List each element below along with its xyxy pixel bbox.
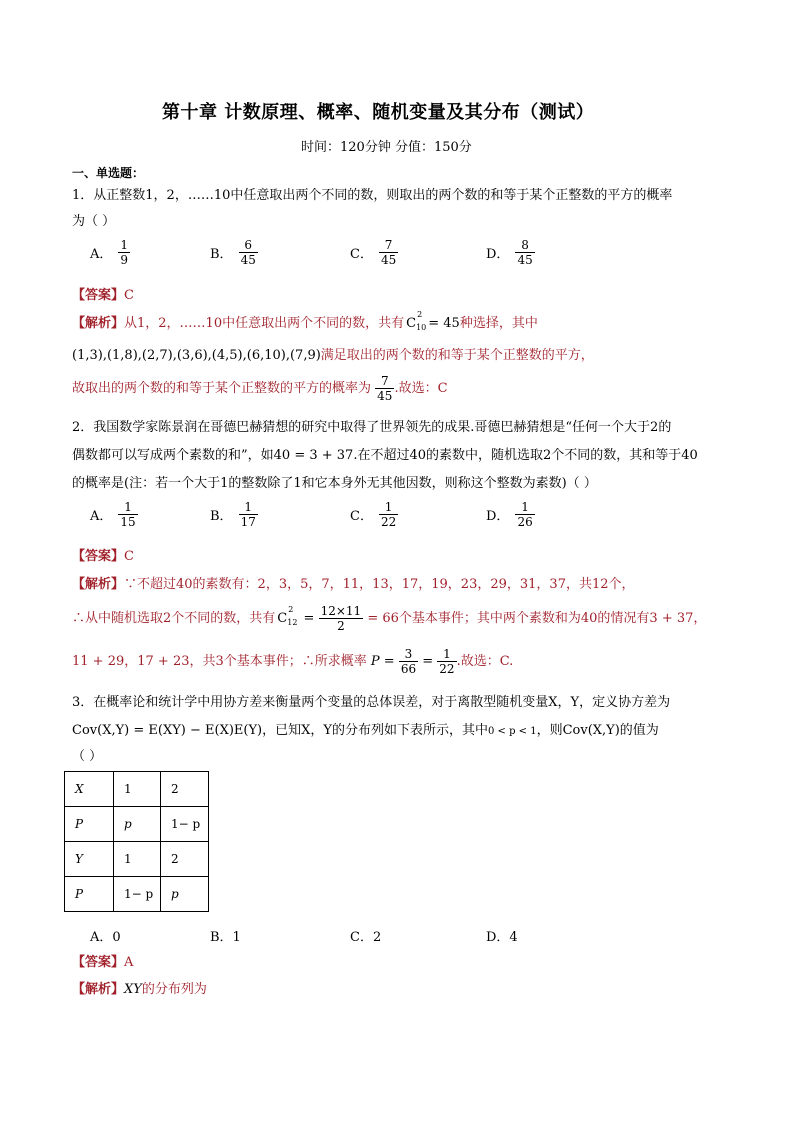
frac-den: 45 xyxy=(380,253,397,267)
combination-symbol xyxy=(406,310,427,332)
analysis-text: 从1，2，……10中任意取出两个不同的数，共有 xyxy=(124,316,405,331)
p-range: 0 < p < 1 xyxy=(487,726,537,737)
q1-analysis-line2 xyxy=(72,344,594,363)
frac-den: 9 xyxy=(120,253,129,267)
table-cell: P xyxy=(65,807,114,842)
q2-option-b xyxy=(210,500,258,529)
option-label: B． xyxy=(210,509,233,524)
option-fraction xyxy=(379,238,398,267)
q2-answer xyxy=(72,545,134,564)
frac-den: 66 xyxy=(400,662,417,676)
option-fraction xyxy=(239,500,258,529)
stem-text: Cov(X,Y) = E(XY) − E(X)E(Y)，已知X，Y的分布列如下表所示，其中 xyxy=(72,723,488,738)
option-label: D． xyxy=(486,509,510,524)
analysis-text: 种选择，其中 xyxy=(459,316,538,331)
table-cell: 2 xyxy=(161,842,209,877)
equals-sign: = xyxy=(379,654,399,669)
q3-stem-line3: （ ） xyxy=(72,749,103,764)
frac-den: 26 xyxy=(517,515,533,529)
table-cell: P xyxy=(65,877,114,912)
frac-num: 3 xyxy=(399,647,418,662)
q1-option-b xyxy=(210,238,258,267)
analysis-text: ∵不超过40的素数有：2，3，5，7，11，13，17，19，23，29，31，37，共12个， xyxy=(124,577,635,592)
combination-fraction xyxy=(319,604,364,633)
distribution-table xyxy=(64,771,209,912)
comb-value: = 45 xyxy=(428,316,460,331)
option-label: A． xyxy=(90,247,113,262)
q1-option-a xyxy=(90,238,130,267)
analysis-text: = 66个基本事件；其中两个素数和为40的情况有3 + 37， xyxy=(363,611,707,626)
pairs-math: (1,3),(1,8),(2,7),(3,6),(4,5),(6,10),(7,9) xyxy=(72,348,321,363)
analysis-text: 11 + 29，17 + 23，共3个基本事件；∴所求概率 xyxy=(72,654,367,669)
q3-analysis-line1 xyxy=(72,978,207,997)
table-cell: p xyxy=(114,807,161,842)
option-fraction xyxy=(118,238,130,267)
table-row xyxy=(65,842,209,877)
q3-answer xyxy=(72,951,133,970)
q2-analysis-line2 xyxy=(72,604,706,633)
stem-text: ，则Cov(X,Y)的值为 xyxy=(536,723,659,738)
q2-analysis-line3 xyxy=(72,647,513,676)
q2-option-d xyxy=(486,500,535,529)
option-fraction xyxy=(239,238,258,267)
answer-value: C xyxy=(124,288,134,303)
analysis-text: .故选：C xyxy=(394,381,448,396)
q1-option-d xyxy=(486,238,535,267)
probability-fraction xyxy=(375,374,394,403)
q2-stem-line1: 2．我国数学家陈景润在哥德巴赫猜想的研究中取得了世界领先的成果.哥德巴赫猜想是“任何一个大于2的 xyxy=(72,420,672,435)
analysis-text: .故选：C. xyxy=(456,654,514,669)
option-label: C． xyxy=(350,509,373,524)
prob-fraction-2 xyxy=(437,647,456,676)
q3-option-c: C．2 xyxy=(350,930,382,945)
q1-stem-line2: 为（ ） xyxy=(72,214,116,229)
comb-c: C xyxy=(406,316,417,331)
xy-variable: XY xyxy=(124,982,142,997)
q3-option-d: D．4 xyxy=(486,930,518,945)
section-heading: 一、单选题： xyxy=(72,166,145,180)
option-label: B． xyxy=(210,247,233,262)
analysis-text: 满足取出的两个数的和等于某个正整数的平方， xyxy=(320,348,594,363)
table-cell: 1 xyxy=(114,772,161,807)
equals-sign: = xyxy=(418,654,438,669)
analysis-text: 故取出的两个数的和等于某个正整数的平方的概率为 xyxy=(72,381,372,396)
analysis-text: ∴从中随机选取2个不同的数，共有 xyxy=(72,611,276,626)
q3-option-a: A．0 xyxy=(90,930,121,945)
table-cell: 1− p xyxy=(161,807,209,842)
frac-den: 17 xyxy=(240,515,256,529)
frac-num: 8 xyxy=(515,238,534,253)
page-title: 第十章 计数原理、概率、随机变量及其分布（测试） xyxy=(162,102,595,123)
q2-option-c xyxy=(350,500,398,529)
frac-num: 12×11 xyxy=(320,604,362,618)
option-fraction xyxy=(118,500,137,529)
frac-num: 1 xyxy=(120,238,129,252)
frac-num: 7 xyxy=(379,238,398,253)
q2-stem-line2: 偶数都可以写成两个素数的和”，如40 = 3 + 37.在不超过40的素数中，随机选取2个不同的数，其和等于40 xyxy=(72,448,698,463)
frac-num: 1 xyxy=(379,500,398,515)
option-label: A． xyxy=(90,509,113,524)
comb-c: C xyxy=(277,611,288,626)
frac-den: 2 xyxy=(337,619,345,633)
q3-option-b: B．1 xyxy=(210,930,241,945)
option-label: C． xyxy=(350,247,373,262)
answer-tag: 【答案】 xyxy=(72,288,125,303)
combination-symbol xyxy=(277,605,298,627)
frac-den: 45 xyxy=(377,389,393,403)
answer-tag: 【答案】 xyxy=(72,549,125,564)
frac-num: 1 xyxy=(239,500,258,515)
q1-option-c xyxy=(350,238,398,267)
frac-den: 22 xyxy=(380,515,397,529)
analysis-text: 的分布列为 xyxy=(141,982,207,997)
frac-num: 6 xyxy=(239,238,258,253)
frac-num: 7 xyxy=(375,374,394,389)
table-cell: X xyxy=(65,772,114,807)
option-label: D． xyxy=(486,247,510,262)
q1-stem-line1: 1．从正整数1，2，……10中任意取出两个不同的数，则取出的两个数的和等于某个正整数的平方的概率 xyxy=(72,188,673,203)
q3-stem-line2 xyxy=(72,719,659,738)
answer-tag: 【答案】 xyxy=(72,955,125,970)
q3-stem-line1: 3．在概率论和统计学中用协方差来衡量两个变量的总体误差，对于离散型随机变量X，Y，定义协方差为 xyxy=(72,695,671,710)
table-cell: 1− p xyxy=(114,877,161,912)
option-fraction xyxy=(515,238,534,267)
answer-value: A xyxy=(124,955,134,970)
analysis-tag: 【解析】 xyxy=(72,316,125,331)
table-cell: p xyxy=(161,877,209,912)
q1-answer xyxy=(72,284,134,303)
table-cell: 1 xyxy=(114,842,161,877)
table-cell: 2 xyxy=(161,772,209,807)
option-fraction xyxy=(379,500,398,529)
q2-analysis-line1 xyxy=(72,573,635,592)
q2-stem-line3: 的概率是(注：若一个大于1的整数除了1和它本身外无其他因数，则称这个整数为素数)（ ） xyxy=(72,476,597,491)
frac-den: 15 xyxy=(120,515,136,529)
q1-analysis-line3 xyxy=(72,374,448,403)
comb-sup: 2 xyxy=(288,605,294,614)
table-cell: Y xyxy=(65,842,114,877)
table-row xyxy=(65,877,209,912)
page-subtitle: 时间：120分钟 分值：150分 xyxy=(301,140,472,155)
analysis-tag: 【解析】 xyxy=(72,577,125,592)
frac-num: 1 xyxy=(515,500,534,515)
p-symbol: P xyxy=(370,654,380,669)
frac-num: 1 xyxy=(437,647,456,662)
frac-den: 45 xyxy=(517,253,533,267)
comb-sup: 2 xyxy=(417,310,423,319)
equals-sign: = xyxy=(299,611,319,626)
prob-fraction-1 xyxy=(399,647,418,676)
frac-den: 22 xyxy=(439,662,455,676)
option-fraction xyxy=(515,500,534,529)
comb-sub: 12 xyxy=(287,618,298,627)
frac-den: 45 xyxy=(240,253,256,267)
q1-analysis-line1 xyxy=(72,312,538,332)
table-row xyxy=(65,772,209,807)
q2-option-a xyxy=(90,500,138,529)
answer-value: C xyxy=(124,549,134,564)
analysis-tag: 【解析】 xyxy=(72,982,125,997)
frac-num: 1 xyxy=(118,500,137,515)
comb-sub: 10 xyxy=(416,323,427,332)
table-row xyxy=(65,807,209,842)
